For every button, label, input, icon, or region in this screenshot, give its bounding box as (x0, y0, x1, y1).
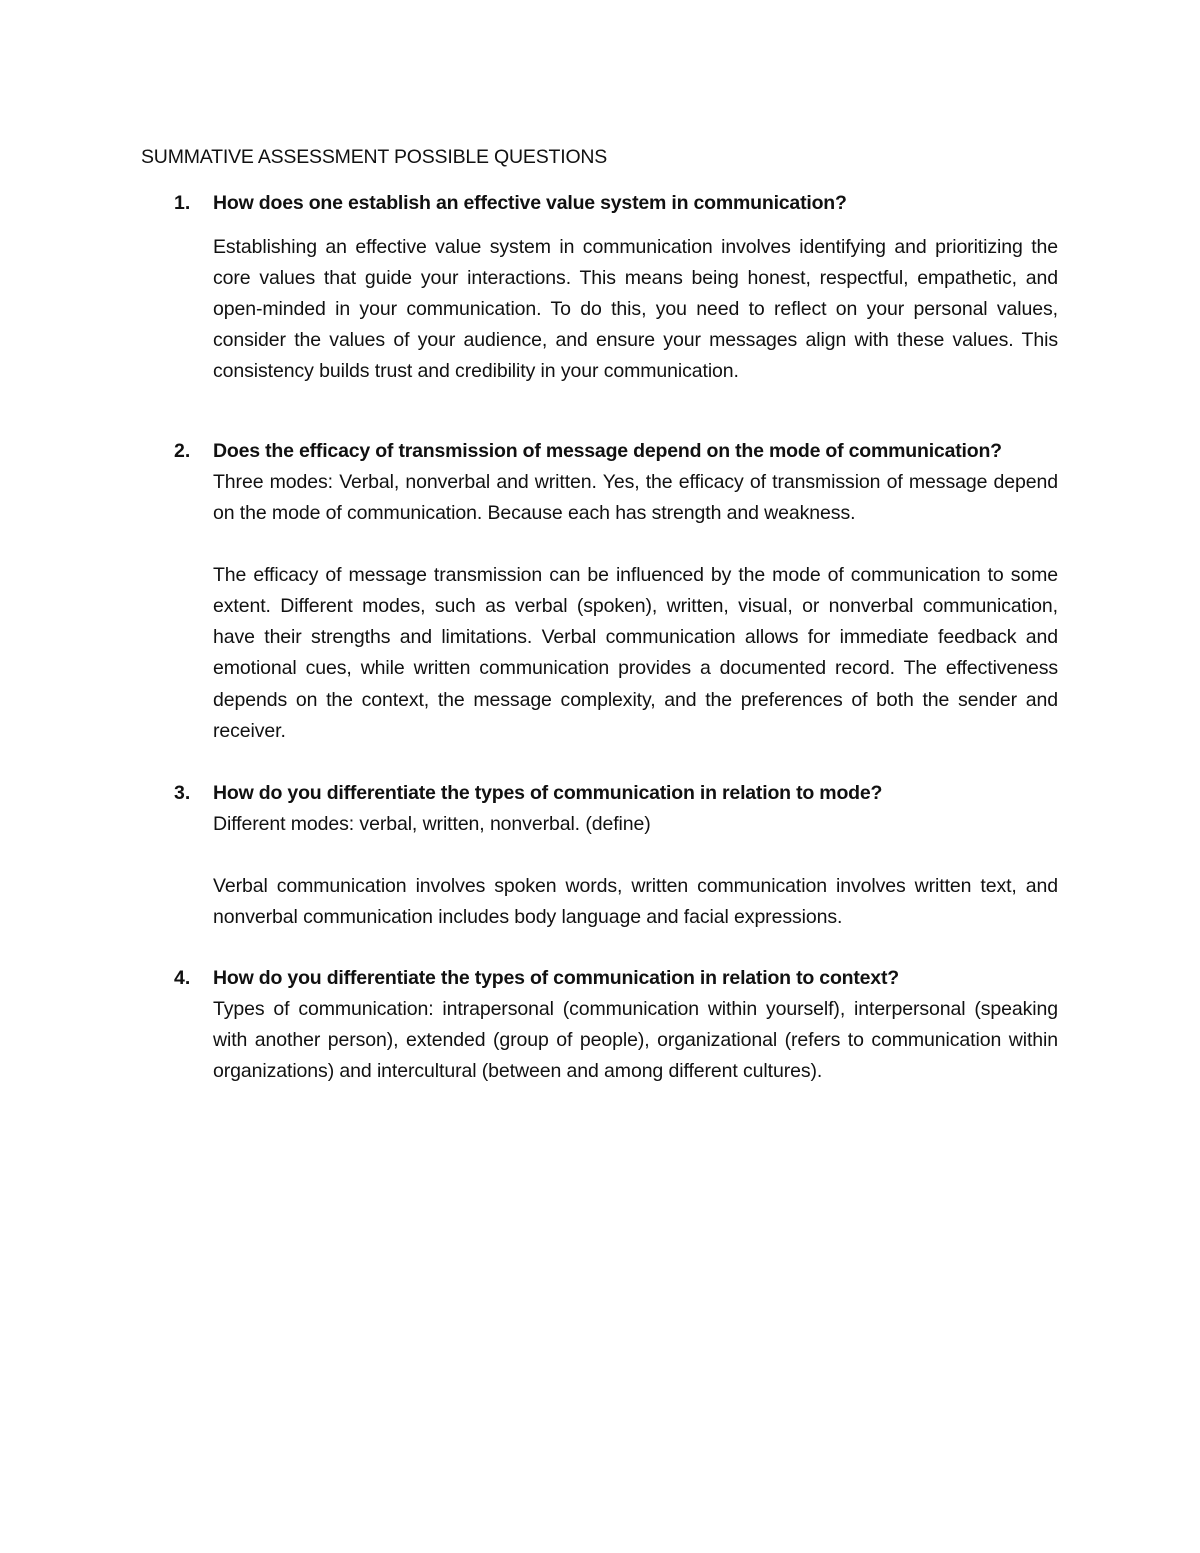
question-heading: Does the efficacy of transmission of message depend on the mode of communication? (213, 440, 1002, 462)
question-number: 2. (174, 440, 191, 462)
answer-paragraph: Three modes: Verbal, nonverbal and written. Yes, the efficacy of transmission of message depend on the mode of communication. Because each has strength and weakness. (213, 471, 1058, 525)
answer-paragraph: Establishing an effective value system in communication involves identifying and prioritizing the core values that guide your interactions. This means being honest, respectful, empathetic, and open-minded in your communication. To do this, you need to reflect on your personal values, consider the values of your audience, and ensure your messages align with these values. This consistency builds trust and credibility in your communication. (213, 236, 1058, 383)
question-heading: How do you differentiate the types of communication in relation to mode? (213, 782, 883, 804)
answer-paragraph: Verbal communication involves spoken words, written communication involves written text, and nonverbal communication includes body language and facial expressions. (213, 875, 1058, 929)
answer-paragraph: Different modes: verbal, written, nonverbal. (define) (213, 813, 651, 835)
answer-paragraph: The efficacy of message transmission can be influenced by the mode of communication to some extent. Different modes, such as verbal (spoken), written, visual, or nonverbal communication, have their strengths and limitations. Verbal communication allows for immediate feedback and emotional cues, while written communication provides a documented record. The effectiveness depends on the context, the message complexity, and the preferences of both the sender and receiver. (213, 564, 1058, 742)
question-number: 3. (174, 782, 191, 804)
question-number: 4. (174, 967, 191, 989)
question-4 (174, 963, 1058, 1087)
question-heading: How does one establish an effective value system in communication? (213, 192, 847, 214)
question-number: 1. (174, 192, 191, 214)
question-heading: How do you differentiate the types of communication in relation to context? (213, 967, 899, 989)
question-2 (174, 436, 1058, 747)
question-3 (174, 778, 1058, 933)
answer-paragraph: Types of communication: intrapersonal (communication within yourself), interpersonal (speaking with another person), extended (group of people), organizational (refers to communication within organizations) and intercultural (between and among different cultures). (213, 998, 1058, 1083)
document-title: SUMMATIVE ASSESSMENT POSSIBLE QUESTIONS (141, 146, 608, 168)
question-1 (174, 188, 1058, 387)
